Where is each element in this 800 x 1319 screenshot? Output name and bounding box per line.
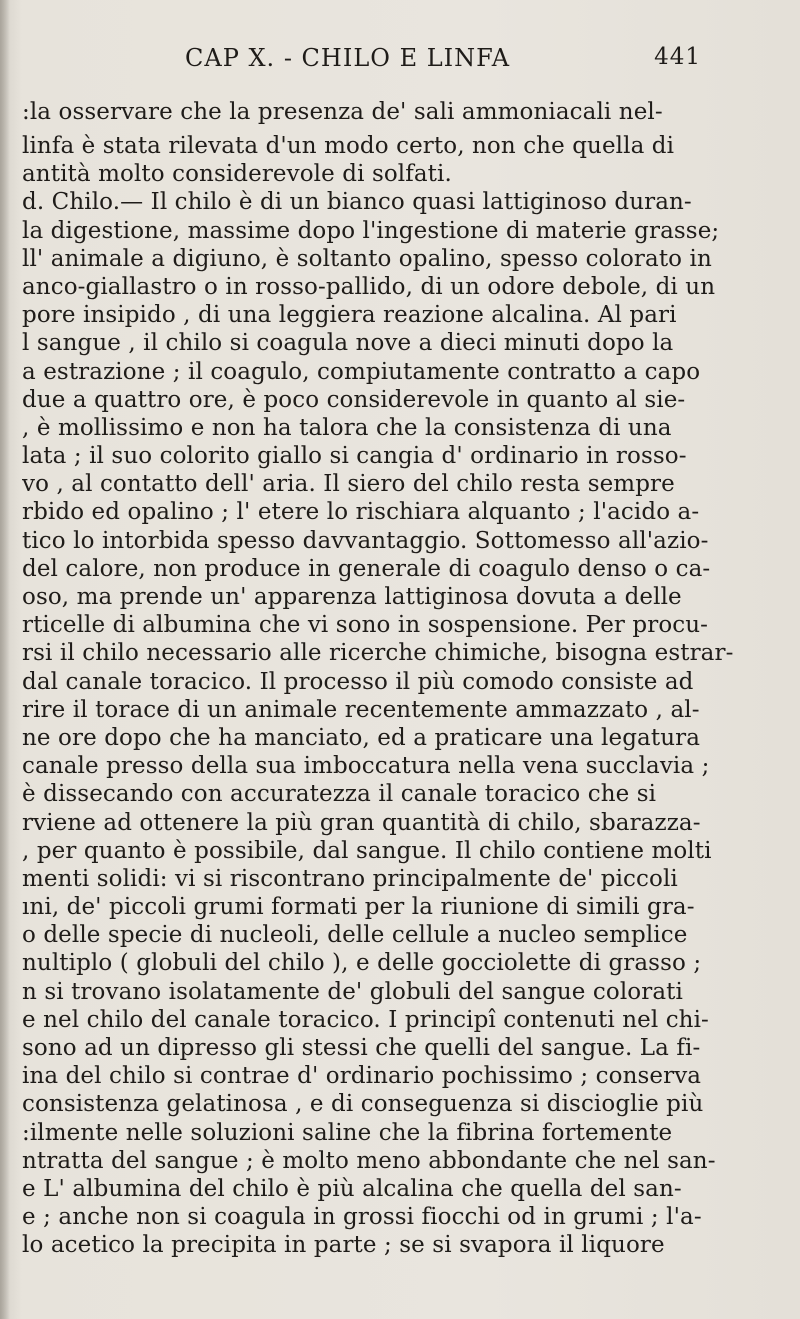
text-line: n si trovano isolatamente de' globuli del sangue colorati (22, 978, 683, 1005)
text-line: anco-giallastro o in rosso-pallido, di un odore debole, di un (22, 273, 716, 300)
text-line: rire il torace di un animale recentemente ammazzato , al- (22, 696, 700, 723)
text-line: :ilmente nelle soluzioni saline che la fibrina fortemente (22, 1119, 673, 1146)
text-line: rbido ed opalino ; l' etere lo rischiara alquanto ; l'acido a- (22, 499, 700, 526)
text-line: nultiplo ( globuli del chilo ), e delle gocciolette di grasso ; (22, 950, 702, 977)
text-line: del calore, non produce in generale di coagulo denso o ca- (22, 555, 711, 582)
text-line: è dissecando con accuratezza il canale toracico che si (22, 781, 657, 808)
text-line: dal canale toracico. Il processo il più comodo consiste ad (22, 668, 694, 695)
text-line: lata ; il suo colorito giallo si cangia d' ordinario in rosso- (22, 443, 687, 470)
text-line: oso, ma prende un' apparenza lattiginosa dovuta a delle (22, 584, 682, 610)
body-text (22, 92, 792, 1260)
text-line: tico lo intorbida spesso davvantaggio. Sottomesso all'azio- (22, 527, 709, 554)
text-line: la digestione, massime dopo l'ingestione di materie grasse; (22, 217, 720, 244)
page-number: 441 (654, 44, 701, 70)
text-line: ıni, de' piccoli grumi formati per la riunione di simili gra- (22, 894, 695, 921)
text-line: due a quattro ore, è poco considerevole in quanto al sie- (22, 386, 686, 413)
text-line: sono ad un dipresso gli stessi che quelli del sangue. La fi- (22, 1035, 701, 1061)
text-line: e nel chilo del canale toracico. I principî contenuti nel chi- (22, 1006, 709, 1033)
text-line: e L' albumina del chilo è più alcalina che quella del san- (22, 1175, 682, 1202)
text-line: :la osservare che la presenza de' sali ammoniacali nel- (22, 99, 663, 125)
text-line: d. Chilo.— Il chilo è di un bianco quasi lattiginoso duran- (22, 189, 692, 216)
text-line: canale presso della sua imboccatura nella vena succlavia ; (22, 753, 710, 780)
running-header (185, 44, 701, 84)
text-line: , per quanto è possibile, dal sangue. Il chilo contiene molti (22, 837, 712, 864)
text-line: a estrazione ; il coagulo, compiutamente contratto a capo (22, 358, 701, 385)
text-line: antità molto considerevole di solfati. (22, 161, 452, 188)
text-line: pore insipido , di una leggiera reazione alcalina. Al pari (22, 302, 677, 329)
text-line: o delle specie di nucleoli, delle cellule a nucleo semplice (22, 922, 688, 949)
text-line: linfa è stata rilevata d'un modo certo, non che quella di (22, 133, 675, 159)
text-line: e ; anche non si coagula in grossi fiocchi od in grumi ; l'a- (22, 1204, 702, 1231)
text-line: ne ore dopo che ha manciato, ed a praticare una legatura (22, 724, 701, 751)
text-line: , è mollissimo e non ha talora che la consistenza di una (22, 414, 672, 441)
text-line: ll' animale a digiuno, è soltanto opalino, spesso colorato in (22, 245, 712, 272)
binding-shadow (0, 0, 10, 1319)
text-line: rsi il chilo necessario alle ricerche chimiche, bisogna estrar- (22, 640, 734, 667)
text-line: vo , al contatto dell' aria. Il siero del chilo resta sempre (22, 471, 675, 498)
text-line: l sangue , il chilo si coagula nove a dieci minuti dopo la (22, 330, 674, 357)
text-line: menti solidi: vi si riscontrano principalmente de' piccoli (22, 865, 678, 892)
text-line: rticelle di albumina che vi sono in sospensione. Per procu- (22, 612, 709, 639)
text-line: rviene ad ottenere la più gran quantità di chilo, sbarazza- (22, 809, 701, 836)
chapter-title: CAP X. - CHILO E LINFA (185, 44, 511, 72)
text-line: ntratta del sangue ; è molto meno abbondante che nel san- (22, 1147, 716, 1174)
text-line: consistenza gelatinosa , e di conseguenza si discioglie più (22, 1091, 704, 1118)
text-line: lo acetico la precipita in parte ; se si svapora il liquore (22, 1232, 665, 1259)
text-line: ina del chilo si contrae d' ordinario pochissimo ; conserva (22, 1063, 702, 1090)
